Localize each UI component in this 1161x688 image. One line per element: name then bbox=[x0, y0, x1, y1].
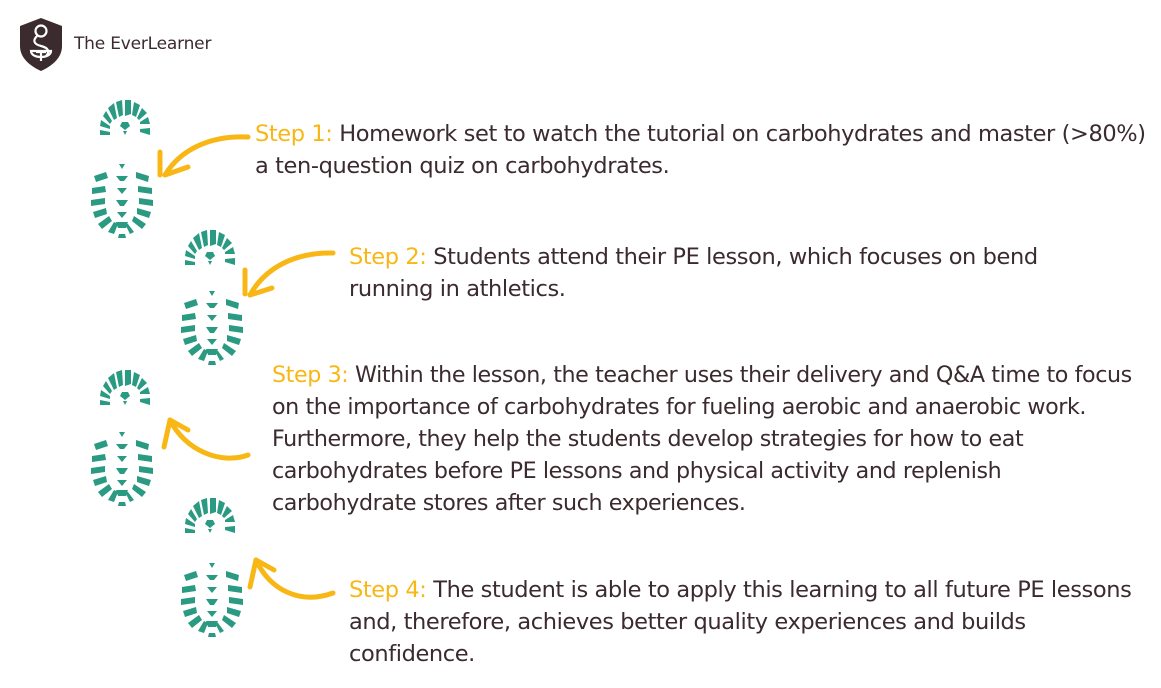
step-1-label: Step 1: bbox=[255, 121, 333, 147]
step-4 bbox=[349, 574, 1139, 670]
footprint-icon bbox=[91, 370, 153, 506]
curved-arrow-icon bbox=[164, 420, 248, 458]
footprint-icon bbox=[91, 100, 153, 238]
brand-name: The EverLearner bbox=[74, 34, 212, 54]
curved-arrow-icon bbox=[245, 253, 333, 295]
curved-arrow-icon bbox=[250, 560, 333, 597]
step-3-text: Within the lesson, the teacher uses their delivery and Q&A time to focus on the importance of carbohydrates for fueling aerobic and anaerobic work. Furthermore, they help the students develop strategies for how to eat carbohydrates before PE lessons and physical activity and replenish carbohydrate stores after such experiences. bbox=[272, 362, 1132, 516]
step-4-text: The student is able to apply this learning to all future PE lessons and, therefore, achieves better quality experiences and builds confidence. bbox=[349, 577, 1132, 667]
step-3 bbox=[272, 359, 1152, 519]
step-2-text: Students attend their PE lesson, which focuses on bend running in athletics. bbox=[349, 244, 1038, 302]
footprint-icon bbox=[181, 498, 243, 637]
curved-arrow-icon bbox=[160, 137, 248, 175]
footprint-icon bbox=[181, 230, 243, 365]
step-1 bbox=[255, 118, 1155, 182]
step-2-label: Step 2: bbox=[349, 244, 427, 270]
step-4-label: Step 4: bbox=[349, 577, 427, 603]
step-1-text: Homework set to watch the tutorial on carbohydrates and master (>80%) a ten-question quiz on carbohydrates. bbox=[255, 121, 1146, 179]
step-2 bbox=[349, 241, 1069, 305]
step-3-label: Step 3: bbox=[272, 362, 349, 388]
